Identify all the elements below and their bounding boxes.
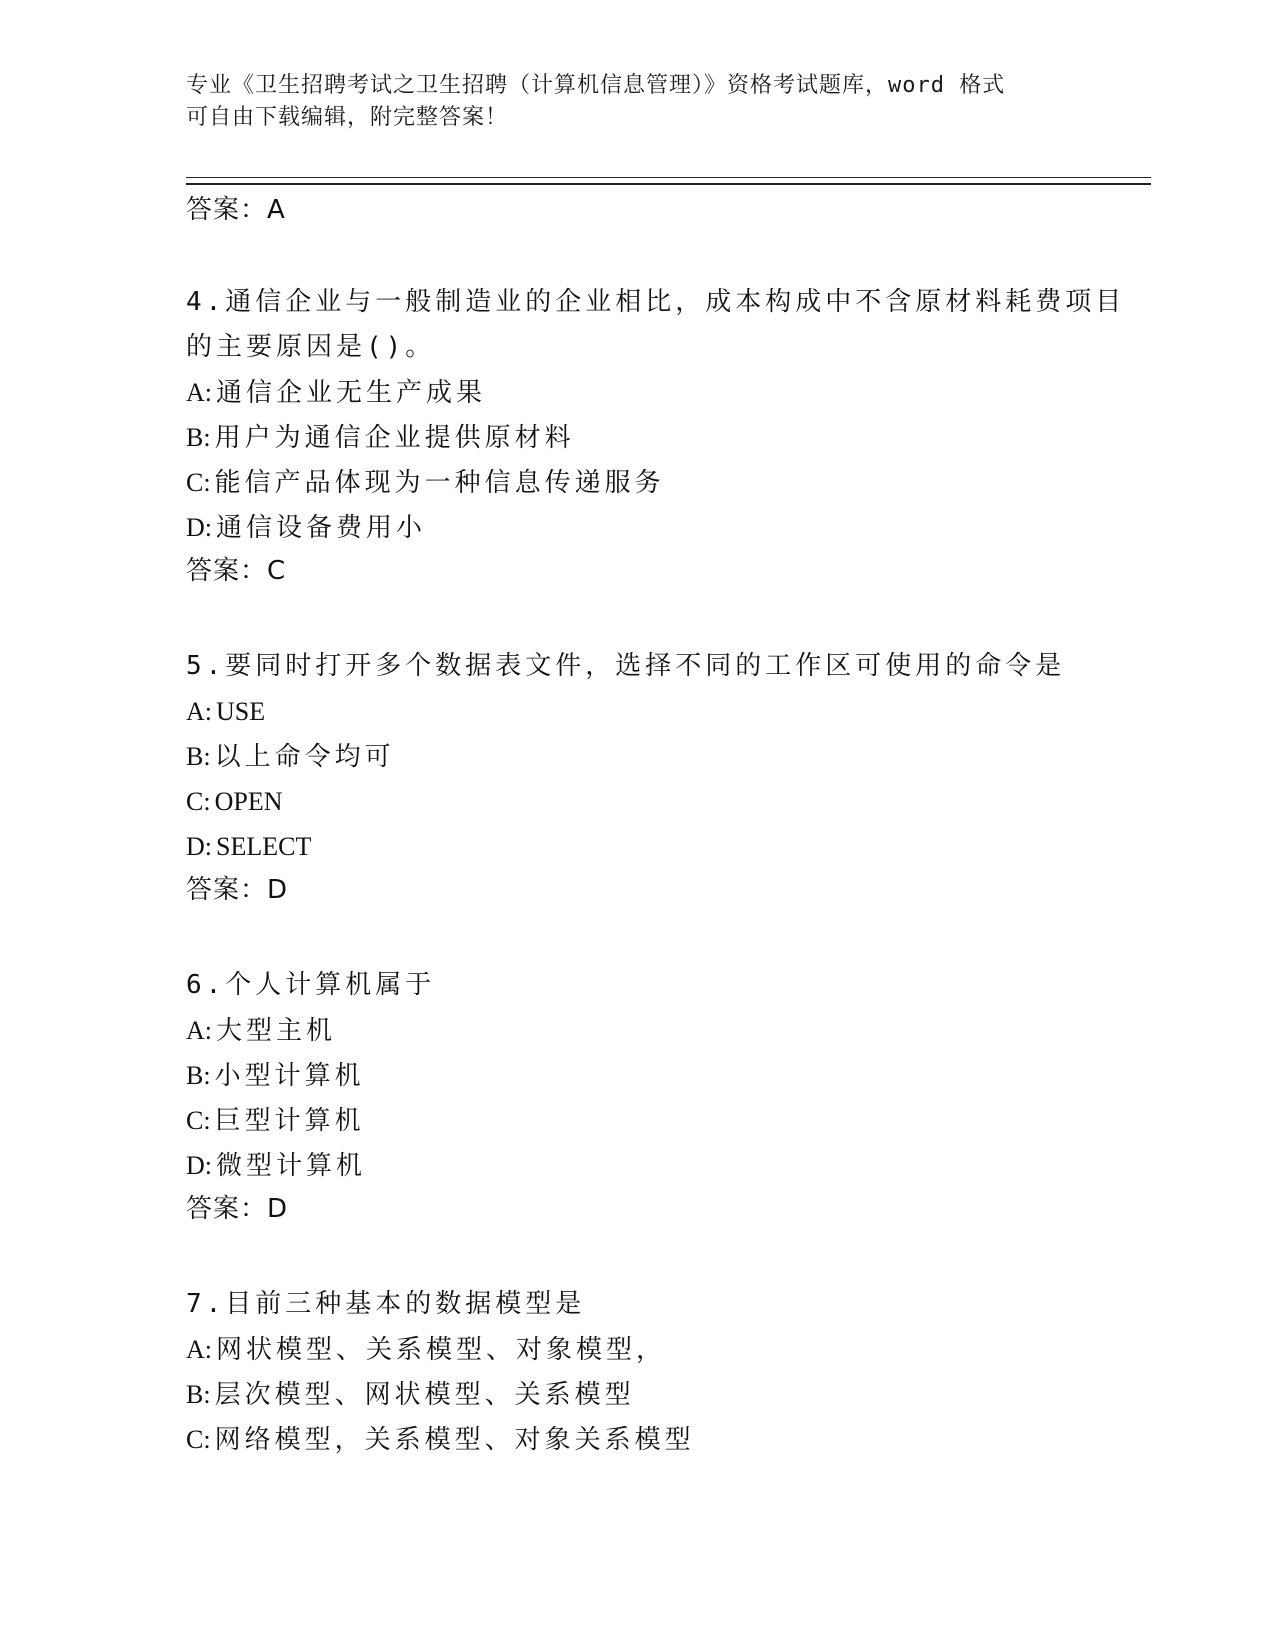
option-a [186, 370, 1146, 415]
option-text: 以上命令均可 [214, 742, 395, 772]
question-answer: 答案：C [186, 556, 287, 586]
question-answer: 答案：D [186, 875, 289, 905]
option-c [186, 460, 1146, 505]
header-line-2: 可自由下载编辑，附完整答案！ [186, 105, 509, 130]
option-b [186, 415, 1146, 460]
question-stem: 6.个人计算机属于 [186, 970, 436, 1000]
option-letter: A: [186, 1016, 212, 1045]
previous-answer: 答案：A [186, 195, 286, 225]
option-text: 微型计算机 [216, 1151, 367, 1181]
option-letter: C: [186, 468, 211, 497]
question-stem: 7.目前三种基本的数据模型是 [186, 1289, 586, 1319]
option-text: 层次模型、网状模型、关系模型 [214, 1380, 635, 1410]
page-header [186, 70, 1066, 134]
option-text: 网状模型、关系模型、对象模型， [216, 1335, 667, 1365]
option-text: SELECT [216, 832, 312, 861]
option-d [186, 824, 1146, 869]
option-text: 小型计算机 [214, 1061, 365, 1091]
option-a [186, 689, 1146, 734]
option-d [186, 505, 1146, 550]
option-letter: B: [186, 1061, 211, 1090]
option-a [186, 1008, 1146, 1053]
question-stem: 4.通信企业与一般制造业的企业相比，成本构成中不含原材料耗费项目的主要原因是()。 [186, 287, 1126, 362]
option-letter: D: [186, 1151, 212, 1180]
question-5 [186, 644, 1146, 911]
option-c [186, 1417, 1146, 1462]
option-text: OPEN [214, 787, 283, 816]
question-6 [186, 963, 1146, 1230]
option-letter: C: [186, 1106, 211, 1135]
option-text: 巨型计算机 [214, 1106, 365, 1136]
question-4 [186, 280, 1146, 592]
question-answer: 答案：D [186, 1194, 289, 1224]
option-letter: D: [186, 832, 212, 861]
option-a [186, 1327, 1146, 1372]
option-text: 通信企业无生产成果 [216, 378, 487, 408]
option-c [186, 1098, 1146, 1143]
header-line-1: 专业《卫生招聘考试之卫生招聘（计算机信息管理）》资格考试题库，word 格式 [186, 73, 1006, 98]
option-letter: B: [186, 423, 211, 452]
option-d [186, 1143, 1146, 1188]
option-letter: C: [186, 1425, 211, 1454]
option-text: 能信产品体现为一种信息传递服务 [214, 468, 665, 498]
option-letter: B: [186, 742, 211, 771]
question-7 [186, 1282, 1146, 1462]
option-b [186, 1372, 1146, 1417]
option-letter: C: [186, 787, 211, 816]
option-text: 用户为通信企业提供原材料 [214, 423, 575, 453]
option-text: 网络模型，关系模型、对象关系模型 [214, 1425, 695, 1455]
question-list [186, 190, 1146, 1462]
question-stem: 5.要同时打开多个数据表文件，选择不同的工作区可使用的命令是 [186, 651, 1066, 681]
option-b [186, 734, 1146, 779]
option-b [186, 1053, 1146, 1098]
option-letter: A: [186, 378, 212, 407]
header-divider [186, 177, 1151, 185]
option-text: 大型主机 [216, 1016, 337, 1046]
option-text: 通信设备费用小 [216, 513, 427, 543]
option-letter: A: [186, 697, 212, 726]
option-c [186, 779, 1146, 824]
option-text: USE [216, 697, 266, 726]
option-letter: D: [186, 513, 212, 542]
option-letter: A: [186, 1335, 212, 1364]
option-letter: B: [186, 1380, 211, 1409]
